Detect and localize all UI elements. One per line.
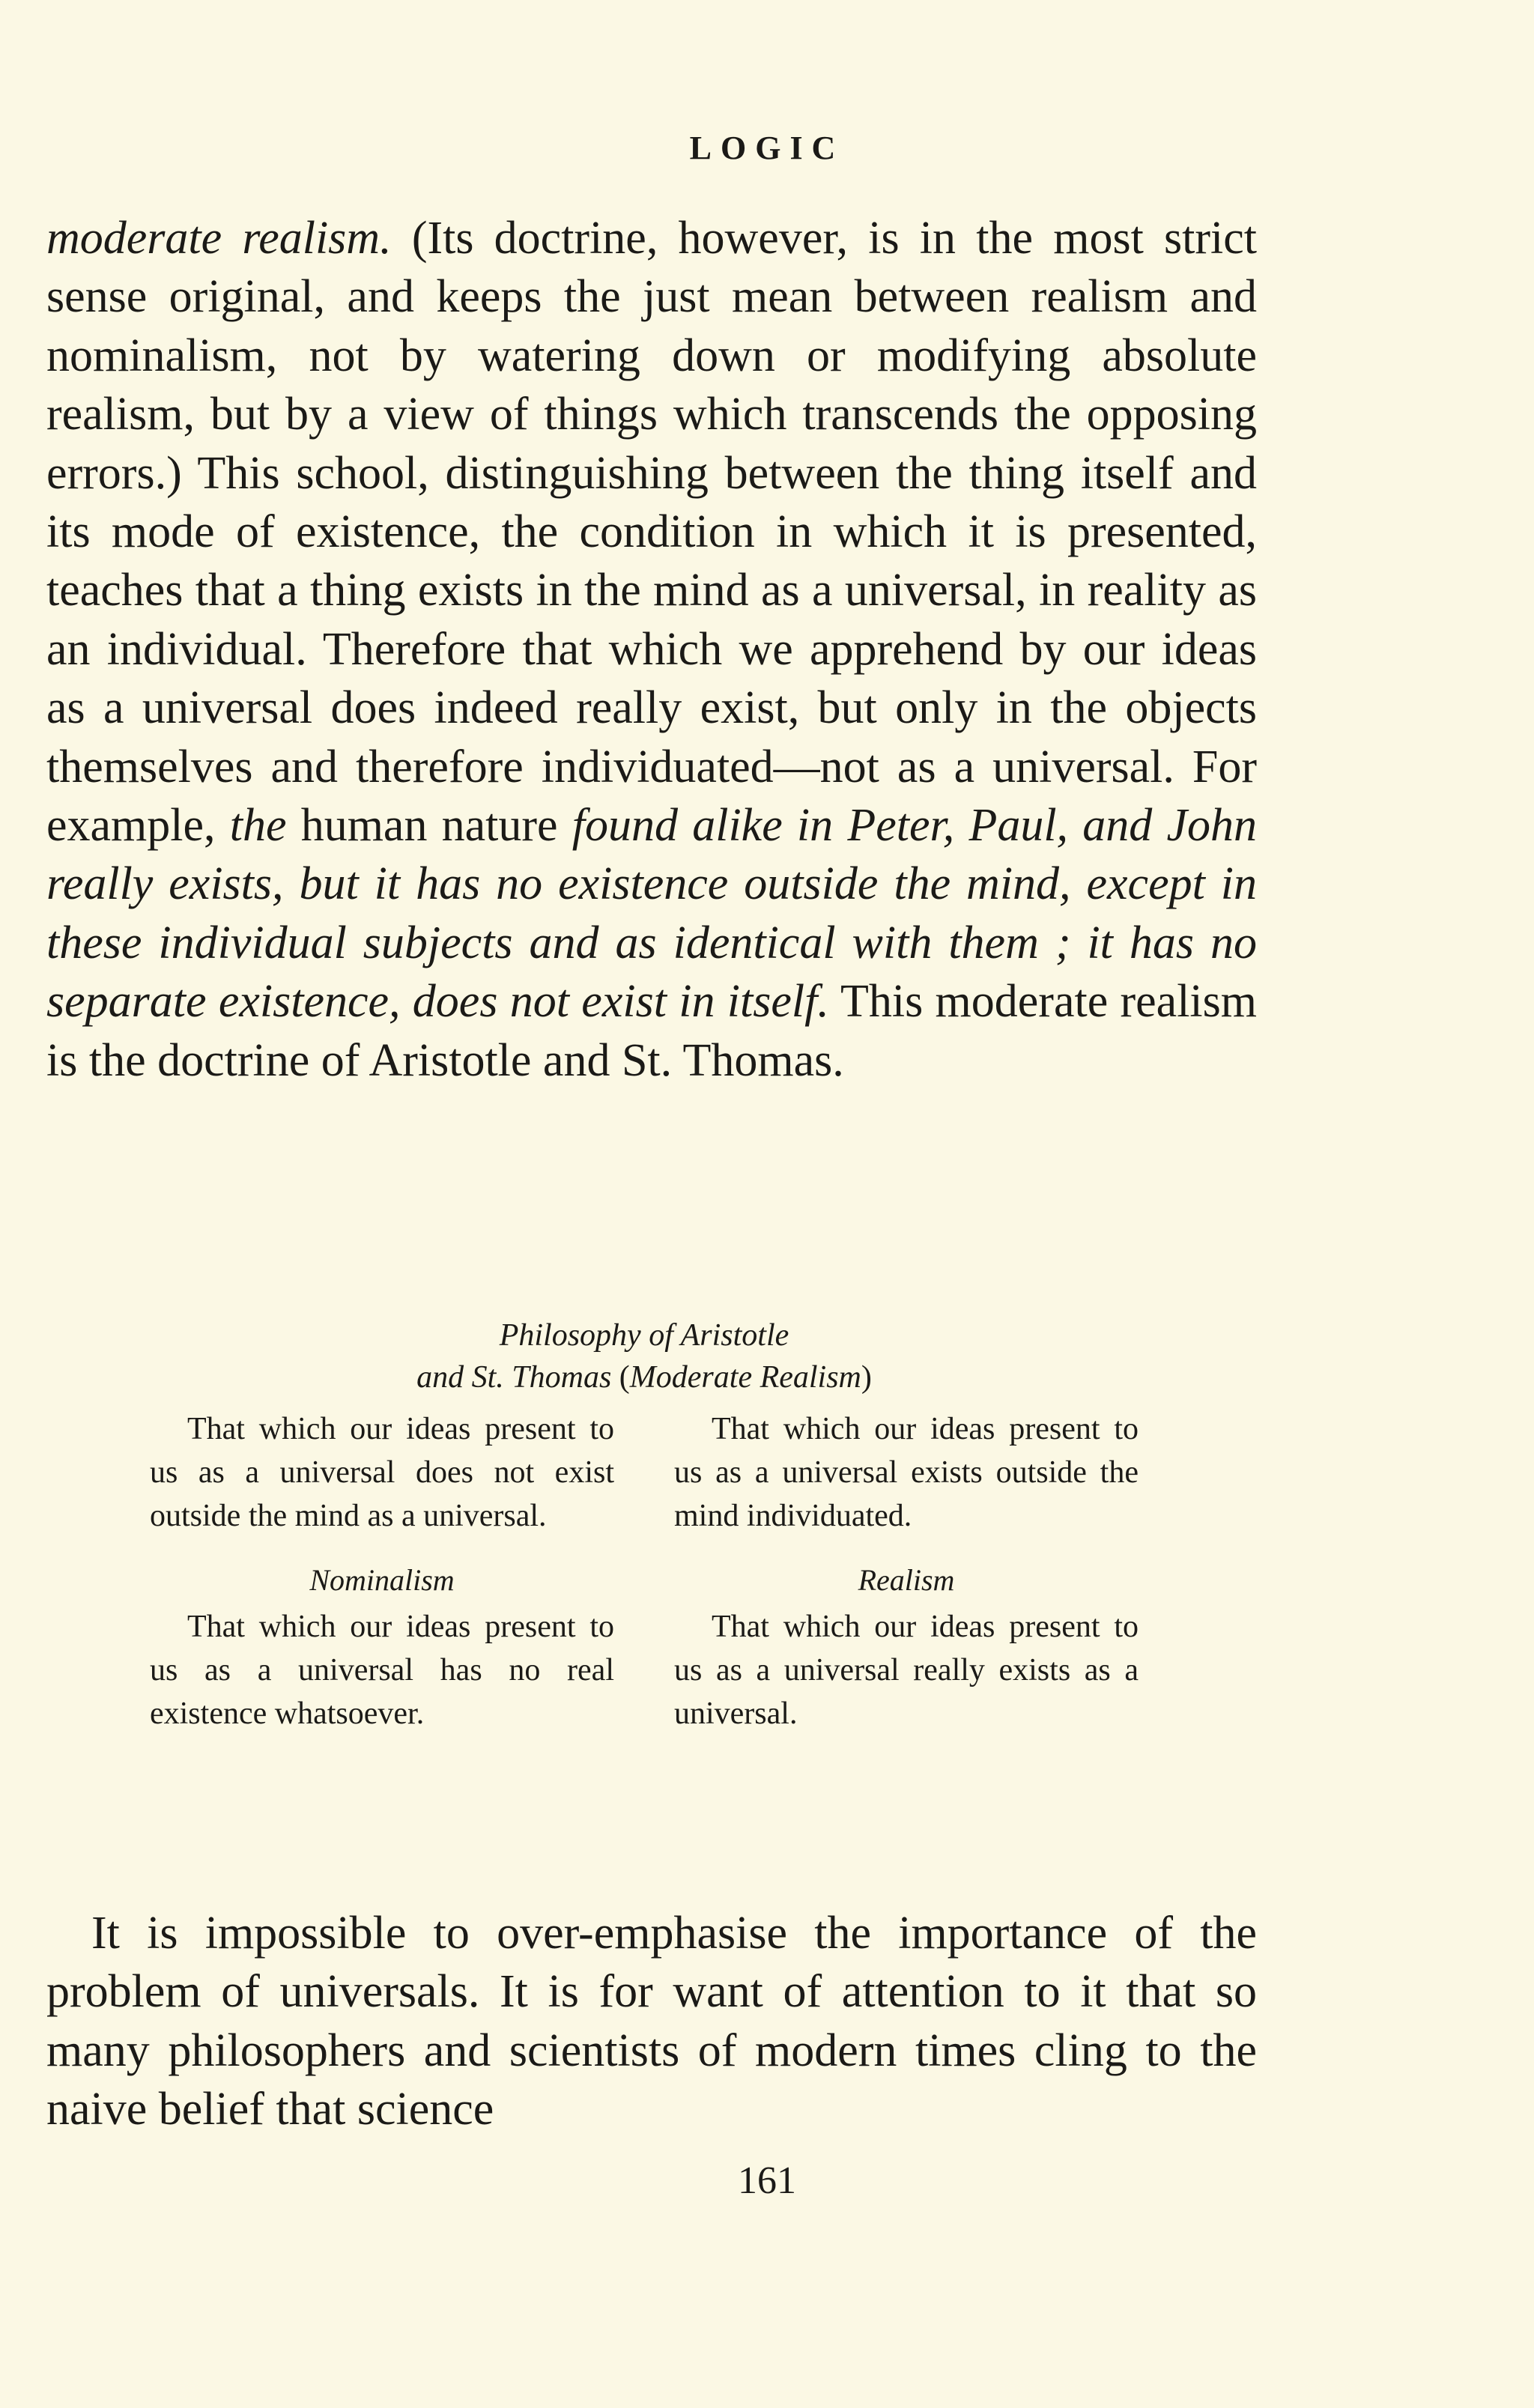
diagram-cell-realism xyxy=(674,1559,1139,1735)
text-segment: human nature xyxy=(286,800,572,852)
closing-paragraph-text: It is impossible to over-emphasise the importance of the problem of universals. It is for want of attention to it that so many philosophers and scientists of modern times cling to the naive belief that science xyxy=(46,1908,1257,2135)
diagram-heading-line2 xyxy=(150,1356,1139,1398)
text-segment: (Its doctrine, however, is in the most strict sense original, and keeps the just mean between realism and nominalism, not by watering down or modifying absolute realism, but by a view of things which transcends the opposing errors.) This school, distinguishing between the thing itself and its mode of existence, the condition in which it is presented, teaches that a thing exists in the mind as a universal, in reality as an individual. Therefore that which we apprehend by our ideas as a universal does indeed really exist, but only in the objects themselves and therefore individuated—not as a universal. For example, xyxy=(46,213,1257,852)
text-segment: moderate realism. xyxy=(46,213,392,264)
closing-paragraph xyxy=(46,1904,1257,2139)
diagram-cell-top-left xyxy=(150,1407,614,1538)
heading-part: ( xyxy=(619,1360,630,1395)
doctrine-diagram xyxy=(150,1314,1139,1735)
diagram-label-nominalism: Nominalism xyxy=(309,1563,455,1597)
heading-part: ) xyxy=(861,1360,872,1395)
diagram-row-top xyxy=(150,1407,1139,1538)
diagram-cell-text: That which our ideas present to us as a universal does not exist outside the mind as a universal. xyxy=(150,1412,614,1533)
text-segment: found alike in Peter, Paul, and John really exists, but it has no existence outside the mind, except in these individual subjects and as identical with them ; it has no separate existence, does not exist in itself. xyxy=(46,800,1258,1028)
text-segment: This moderate realism is the doctrine of Aristotle and St. Thomas. xyxy=(46,976,1258,1086)
running-head: LOGIC xyxy=(689,130,845,166)
diagram-cell-text: That which our ideas present to us as a universal exists outside the mind individuated. xyxy=(674,1412,1139,1533)
page-number: 161 xyxy=(738,2159,796,2202)
heading-part: Moderate Realism xyxy=(629,1360,861,1395)
diagram-cell-text: That which our ideas present to us as a universal really exists as a universal. xyxy=(674,1610,1139,1731)
diagram-cell-top-right xyxy=(674,1407,1139,1538)
diagram-cell-text: That which our ideas present to us as a universal has no real existence whatsoever. xyxy=(150,1610,614,1731)
diagram-label-realism: Realism xyxy=(858,1563,955,1597)
diagram-heading-line1: Philosophy of Aristotle xyxy=(499,1318,789,1353)
main-paragraph xyxy=(46,209,1257,1090)
heading-part: and St. Thomas xyxy=(416,1360,619,1395)
diagram-cell-nominalism xyxy=(150,1559,614,1735)
diagram-row-bottom xyxy=(150,1559,1139,1735)
text-segment: the xyxy=(229,800,287,852)
diagram-heading xyxy=(150,1314,1139,1398)
